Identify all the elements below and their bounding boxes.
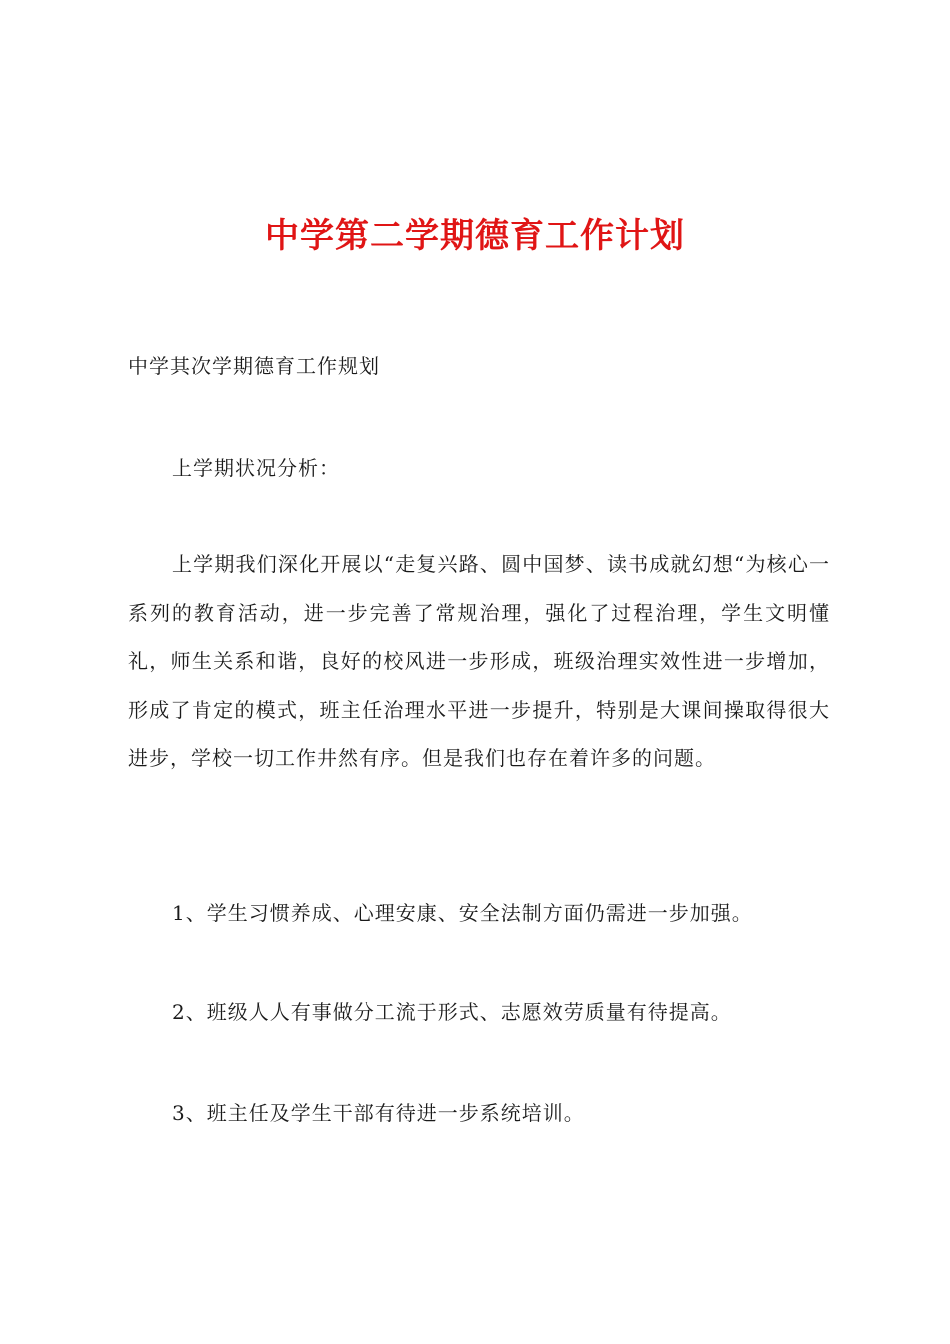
issue-item-2: 2、班级人人有事做分工流于形式、志愿效劳质量有待提高。 <box>172 1000 732 1024</box>
section-heading: 上学期状况分析： <box>172 456 340 480</box>
issue-item-1: 1、学生习惯养成、心理安康、安全法制方面仍需进一步加强。 <box>172 901 753 925</box>
document-title: 中学第二学期德育工作计划 <box>265 216 685 256</box>
analysis-paragraph: 上学期我们深化开展以“走复兴路、圆中国梦、读书成就幻想“为核心一系列的教育活动，进一步完善了常规治理，强化了过程治理，学生文明懂礼，师生关系和谐，良好的校风进一步形成，班级治理实效性进一步增加，形成了肯定的模式，班主任治理水平进一步提升，特别是大课间操取得很大进步，学校一切工作井然有序。但是我们也存在着许多的问题。 <box>128 552 830 770</box>
document-subtitle: 中学其次学期德育工作规划 <box>128 354 380 378</box>
issue-item-3: 3、班主任及学生干部有待进一步系统培训。 <box>172 1101 585 1125</box>
